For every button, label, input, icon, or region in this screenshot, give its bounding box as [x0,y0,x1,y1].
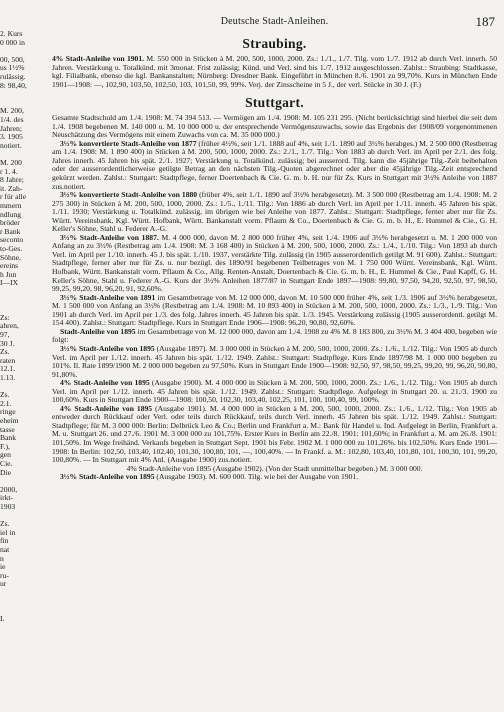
entry-lead: 3½% Stadt-Anleihe von 1895 [60,343,155,353]
section-heading: Straubing. [242,36,307,51]
entry-text: (Ausgabe 1897). M. 3 000 000 in Stücken à M. 200, 500, 1000, 2000. Zs.: 1./6., 1./12. Tilg.: Von 1905 ab durch Verl. im April per 1./12. innerh. 45 Jahren bis spät. 1./12. 1949. Zahlst.: Stuttgart: Stadtpflege. Kurs Ende 1897/98 M. 1 000 000 begeben zu 101%. Il. Rate 1899/1900 M. 2 000 000 begeben zu 97,50%. Kurs in Stuttgart Ende 1900—1908: 92,50, 97, 98,50, 99,25, 99,20, 99, 96,20, 90,80, 91,80%. [52,343,497,379]
section-straubing [52,36,497,89]
edge-fragment: Bank [0,433,17,443]
edge-fragment: tasse [0,424,15,434]
edge-fragment: 30 J. [0,338,15,348]
adjacent-page-edge [0,0,44,712]
bond-entry [52,328,497,345]
edge-fragment: ringe [0,407,16,417]
bond-entry [52,379,497,405]
entry-lead: Stadt-Anleihe von 1895 [60,326,136,336]
running-header [52,14,497,30]
edge-fragment: n [0,553,4,563]
edge-fragment: Die [0,467,11,477]
entry-text: (früher 4½%, seit 1./1. 1888 auf 4%, seit 1./1. 1890 auf 3½% herabges.) M. 2 500 000 (Restbetrag am 1./4. 1908: M. 1 890 400) in Stücken à M. 200, 500, 1000, 2000. Zs.: 2./1., 1./7. Tilg.: Von 1883 ab durch Verl. im April per 2./1. des folg. Jahres innerh. 45 Jahren bis spät. 2./1. 1927; Verstärkung u. Totalkünd. zulässig; bei ausserord. Tilg. kann die 45jährige Tilg.-Zeit beibehalten oder der ausserordentlicherweise getilgte Betrag an den nächsten Tilg.-Quoten abgerechnet oder aber die 45jährige Tilg.-Zeit entsprechend gekürzt werden. Zahlst.: Stuttgart: Stadtpflege, ferner Doertenbach & Cie. G. m. b. H. nur für Zs. Kurs in Stuttgart mit 3½% Anleihe von 1887 zus.notiert. [52,138,497,191]
edge-fragment: 97, [0,330,10,339]
bond-entry [52,234,497,294]
entry-text: (Ausgabe 1901). M. 4 000 000 in Stücken à M. 200, 500, 1000, 2000. Zs.: 1./6., 1./12. Tilg.: Von 1905 ab entweder durch Rückkauf oder Verl. oder teils durch Rückkauf, teils durch Verl. innerh. 45 Jahren bis spät. 1./12. 1949. Zahlst.: Stuttgart: Stadtpflege; für M. 3 000 000: Berlin: Delbrück Leo & Co.; Berlin und Frankfurt a. M.: Bank für Handel u. Ind. Aufgelegt in Berlin, Frankfurt a. M. u. Stuttgart 26. und 27./6. 1901 M. 3 000 000 zu 101,75%. Erster Kurs in Berlin am 22./8. 1901: 101,60%; in Frankfurt a. M. am 26./8. 1901: 101,50%. Im Wege freihänd. Verkaufs begeben in Stuttgart Sept. 1901 bis Febr. 1902 M. 1 000 000 zu 101,26%. bis 102,50%. Kurs Ende 1901—1908: In Berlin: 102,50, 103,40, 102,40, 101,30, 100,80, 101, —, 100,40%. — In Frankf. a. M.: 102,80, 103,40, 101,80, 101, 100,30, 101, 99,20, 100,80%. — In Stuttgart mit 4% Anl. (Ausgabe 1900) zus.notiert. [52,403,497,465]
edge-fragment: gen [0,450,11,460]
edge-fragment: it. Zah- [0,183,23,193]
edge-fragment: r für alle [0,192,27,202]
edge-fragment: Cie. [0,459,13,468]
entry-text: (Ausgabe 1900). M. 4 000 000 in Stücken à M. 200, 500, 1000, 2000. Zs.: 1./6., 1./12. Tilg.: Von 1905 ab durch Verl. im April per 1./12. innerh. 45 Jahren bis spät. 1./12. 1949. Zahlst.: Stuttgart: Stadtpflege. Aufgelegt in Stuttgart 20. u. 21./3. 1900 zu 100,60%. Kurs in Stuttgart Ende 1900—1908: 100,50, 102,30, 103,40, 102,25, 101, 100, 100,40, 99, 100%. [52,378,497,405]
bond-entry [52,55,497,89]
edge-fragment: ahren, [0,321,19,331]
bond-entry [52,140,497,191]
edge-fragment: nat [0,545,10,554]
entry-text: (Ausgabe 1903). M. 600 000. Tilg. wie bei der Ausgabe von 1901. [154,472,359,482]
entry-lead: 3½% konvertierte Stadt-Anleihe von 1880 [60,190,198,200]
edge-fragment: seconto [0,235,24,245]
entry-text: im Gesamtbetrage von M. 12 000 000, davon am 1./4. 1908 zu 4% M. 8 183 800, zu 3½% M. 3 404 400, begeben wie folgt: [52,326,497,345]
edge-fragment: to-Ges. [0,244,23,253]
edge-fragment: Zs: [0,312,10,322]
edge-fragment: fin [0,536,9,546]
entry-lead: 3½% Stadt-Anleihe von 1887. [60,232,159,242]
edge-fragment: r 1. 4. [0,166,18,176]
edge-fragment: Söhne, [0,252,21,262]
bond-entry [52,345,497,379]
section-heading: Stuttgart. [245,95,304,111]
edge-fragment: eheim [0,416,19,425]
edge-fragment: 1903 [0,502,16,511]
edge-fragment: 0 000 in [0,37,25,47]
edge-fragment: I—IX [0,278,19,288]
entry-lead: 3½% konvertierte Stadt-Anleihe von 1877 [60,138,197,148]
entry-text: Gesamte Stadtschuld am 1./4. 1908: M. 74 394 513. — Vermögen am 1./4. 1908: M. 105 231 295. (Nicht berücksichtigt sind hierbei die seit dem 1./4. 1908 begebenen M. 140 000 u. M. 10 000 000 u. der entsprechende Vermögenszuwachs, sowie das Ergebnis der 1908/09 vorgenommenen Neuschätzung des Vermögens mit einem Zuwachs von ca. M. 35 000 000.) [52,113,497,140]
entry-text: M. 4 000 000, davon M. 2 800 000 früher 4%, seit 1./4. 1906 auf 3½% herabgesetzt u. M. 1 200 000 von Anfang an zu 3½% (Restbetrag am 1./4. 1908: M. 3 168 400) in Stücken à M. 200, 500, 1000, 2000. Zs.: 1./4., 1./10. Tilg.: Von 1893 ab durch Verl. im April per 1./10. innerh. 45 J. bis spät. 1./10. 1937, verstärkte Tilg. zulässig (in 1905 ausserordentlich getilgt M. 91 600). Zahlst.: Stuttgart: Stadtpflege, ferner aber nur für Zs. u. nur bezügl. des 1890/91 begebenen Teilbetrages von M. 1 750 000 Württ. Vereinsbank, Kgl. Württ. Hofbank, Württ. Bankanstalt vorm. Pflaum & Co., Allg. Renten-Anstalt, Doertenbach & Cie. G. m. b. H., E. Hummel & Cie., Paul Kapff, G. H. Keller's Söhne, Stahl u. Federer A.-G. Kurs der 3½% Anleihen 1877/87 in Stuttgart Ende 1897—1908: 99,80, 97,50, 94,20, 92,50, 97, 98,50, 99,25, 99,20, 98, 96,20, 91, 92,60%. [52,232,497,294]
edge-fragment: 2.1. [0,398,12,408]
edge-fragment: raten [0,355,16,365]
edge-fragment: ie [0,562,6,572]
entry-lead: 4% Stadt-Anleihe von 1895 [60,378,150,388]
edge-fragment: ur [0,579,7,589]
edge-fragment: 8 Jahre; [0,175,24,185]
section-stuttgart [52,95,497,482]
edge-fragment: us 1½% [0,63,25,73]
edge-fragment: M. 200, [0,106,24,116]
edge-fragment: 2000, [0,484,18,494]
edge-fragment: r Bank [0,226,21,236]
page-number: 187 [475,14,495,29]
bond-entry [52,191,497,234]
edge-fragment: ru- [0,570,9,580]
edge-fragment: Zs. [0,347,10,357]
entry-text: im Gesamtbetrage von M. 12 000 000, davon M. 10 500 000 früher 4%, seit 1./3. 1906 auf 3½% herabgesetzt, M. 1 500 000 von Anfang an 3½% (Restbetrag am 1./4. 1908: M. 10 893 400) in Stücken à M. 200, 500, 1000, 2000. Zs.: 1./3., 1./9. Tilg.: Von 1901 ab durch Verl. im April per 1./3. des folg. Jahres innerh. 45 Jahren bis spät. 1./3. 1945. Verstärkung zulässig (1905 ausserordentl. getilgt M. 154 400). Zahlst.: Stuttgart: Stadtpflege. Kurs in Stuttgart Ende 1906—1908: 96,20, 90,80, 92,60%. [52,292,497,328]
edge-fragment: mmern [0,201,22,210]
edge-fragment: F.), [0,441,10,451]
edge-fragment: 2. Kurs [0,29,23,38]
bond-entry [52,405,497,465]
edge-fragment: Jahren; [0,123,22,133]
entry-text: M. 550 000 in Stücken à M. 200, 500, 1000, 2000. Zs.: 1./1., 1./7. Tilg. vom 1./7. 1912 ab durch Verl. innerh. 50 Jahren. Verstärkung u. Totalkünd. mit 3monat. Frist zulässig; Künd. und Verl. sind bis 1./7. 1912 ausgeschlossen. Zahlst.: Straubing: Stadtkasse, kgl. Filialbank, ebenso die kgl. Bankanstalten; Nürnberg: Dresdner Bank. Eingeführt in München 8./6. 1901 zu 99,70%. Kurs in München Ende 1901—1908: —, 102,90, 103,50, 102,50, 103, 101,50, 99, 99%. Verj. der Zinsscheine in 5 J., der verl. Stücke in 30 J. (F.) [52,54,497,89]
edge-fragment: 1.13. [0,373,16,382]
edge-fragment: 12.1. [0,364,16,374]
entry-lead: 3½% Stadt-Anleihe von 1895 [60,472,155,482]
edge-fragment: 8: 98,40, [0,80,27,90]
entry-lead: 4% Stadt-Anleihe von 1901. [52,54,145,63]
entry-lead: 3½% Stadt-Anleihe von 1891 [60,292,156,302]
edge-fragment: iel in [0,527,16,537]
bond-entry [52,294,497,328]
edge-fragment: rulässig. [0,72,26,81]
edge-fragment: M. 200 [0,158,22,167]
document-page [52,14,497,708]
entry-text: (Ausgabe 1902). (Von der Stadt unmittelbar begeben.) M. 3 000 000. [211,463,423,473]
edge-fragment: irkt- [0,493,14,503]
edge-fragment: 00, 500, [0,54,25,64]
edge-fragment: Zs. [0,519,10,529]
entry-text: (früher 4%, seit 1./1. 1890 auf 3½% herabgesetzt). M. 3 500 000 (Restbetrag am 1./4. 1908: M. 2 275 300) in Stücken à M. 200, 500, 1000, 2000. Zs.: 1./5., 1./11. Tilg.: Von 1886 ab durch Verl. im April per 1./11. innerh. 45 Jahren bis spät. 1./11. 1930; Verstärkung u. Totalkünd. zulässig, im übrigen wie bei Anleihe von 1877. Zahlst.: Stuttgart: Stadtpflege, ferner aber nur für Zs. Württ. Vereinsbank, Kgl. Württ. Hofbank, Württ. Bankanstalt vorm. Pflaum & Co., Doertenbach & Cie. G. m. b. H., E. Hummel & Cie., G. H. Keller's Söhne, Stahl u. Federer A.-G. [52,190,497,234]
summary-entry [52,114,497,140]
bond-entry [52,473,497,482]
edge-fragment: I. [0,613,5,623]
edge-fragment: bröder [0,218,20,228]
edge-fragment: notiert. [0,140,22,150]
edge-fragment: Zs. [0,390,10,400]
entry-lead: 4% Stadt-Anleihe von 1895 [126,463,212,473]
running-title: Deutsche Stadt-Anleihen. [220,16,329,27]
edge-fragment: h Jun [0,269,17,279]
edge-fragment: 1/4. des [0,115,24,124]
edge-fragment: 3. 1905 [0,132,23,142]
edge-fragment: ereins [0,261,19,271]
edge-fragment: ndlung [0,209,22,219]
entry-lead: 4% Stadt-Anleihe von 1895 [60,403,153,413]
